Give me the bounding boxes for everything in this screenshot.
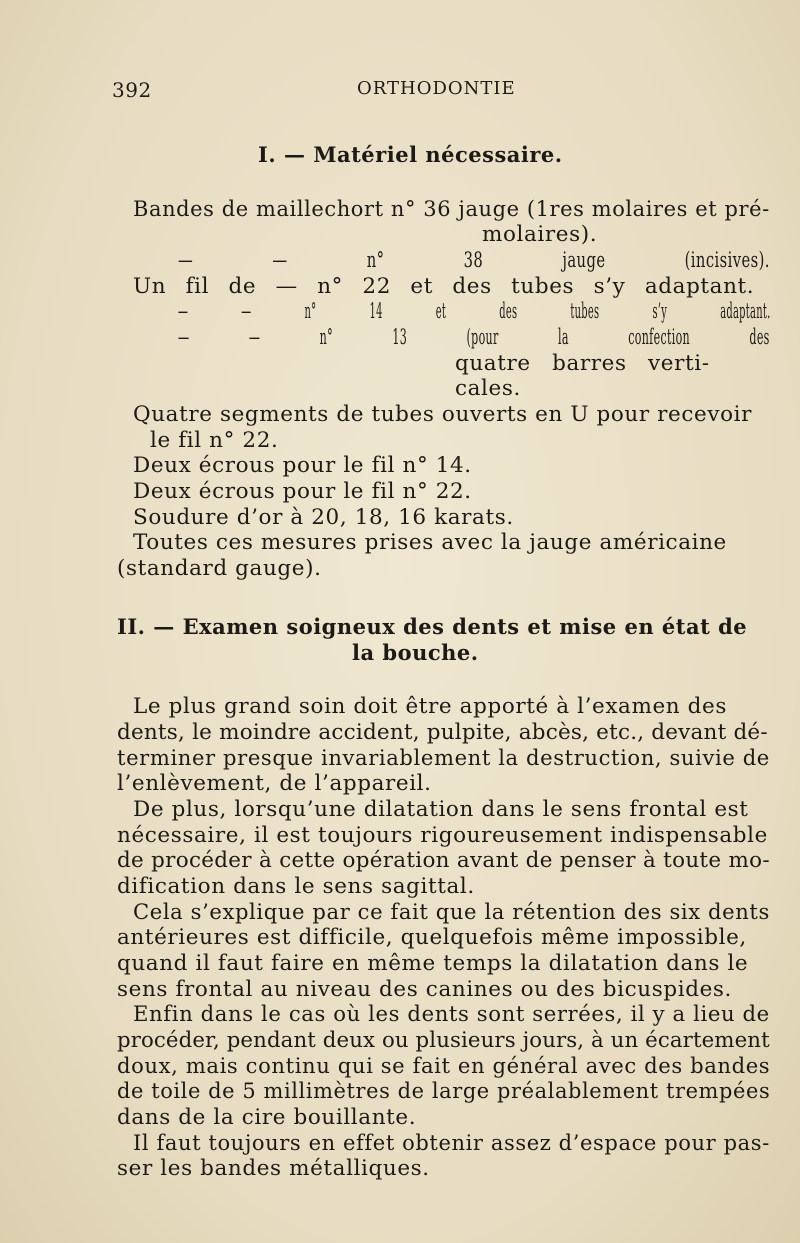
text-line: antérieures est difficile, quelquefois même impossible, — [117, 925, 747, 950]
text-line: ser les bandes métalliques. — [117, 1156, 430, 1181]
text-line: terminer presque invariablement la destruction, suivie de — [117, 746, 770, 771]
text-line: l’enlèvement, de l’appareil. — [117, 771, 432, 796]
text-line: dans de la cire bouillante. — [117, 1105, 417, 1130]
text-line: — — n° 38 jauge (incisives). — [178, 248, 770, 273]
text-line: (standard gauge). — [117, 556, 322, 581]
text-line: De plus, lorsqu’une dilatation dans le sens frontal est — [133, 797, 749, 822]
text-line: procéder, pendant deux ou plusieurs jours, à un écartement — [117, 1028, 770, 1053]
text-line: sens frontal au niveau des canines ou des bicuspides. — [117, 977, 732, 1002]
page-number: 392 — [112, 78, 152, 102]
text-line: de toile de 5 millimètres de large préalablement trempées — [117, 1079, 771, 1104]
text-line: Cela s’explique par ce fait que la rétention des six dents — [133, 900, 770, 925]
text-line: dents, le moindre accident, pulpite, abcès, etc., devant dé- — [117, 720, 768, 745]
text-line: de procéder à cette opération avant de penser à toute mo- — [117, 848, 770, 873]
text-line: quand il faut faire en même temps la dilatation dans le — [117, 951, 749, 976]
text-line: Soudure d’or à 20, 18, 16 karats. — [133, 505, 514, 530]
text-line: nécessaire, il est toujours rigoureusement indispensable — [117, 823, 768, 848]
section-2-heading-continued: la bouche. — [352, 640, 479, 665]
text-line: Deux écrous pour le fil n° 14. — [133, 453, 472, 478]
text-line: le fil n° 22. — [150, 428, 279, 453]
section-1-heading: I. — Matériel nécessaire. — [258, 142, 563, 167]
text-line: Quatre segments de tubes ouverts en U pour recevoir — [133, 402, 752, 427]
text-line: Un fil de — n° 22 et des tubes s’y adaptant. — [133, 274, 755, 299]
section-2-heading: II. — Examen soigneux des dents et mise en état de — [117, 614, 748, 639]
text-line: doux, mais continu qui se fait en général avec des bandes — [117, 1054, 771, 1079]
running-title: ORTHODONTIE — [357, 78, 516, 99]
text-line: Il faut toujours en effet obtenir assez d’espace pour pas- — [133, 1131, 770, 1156]
text-line: Enfin dans le cas où les dents sont serrées, il y a lieu de — [133, 1002, 770, 1027]
text-line: — — n° 14 et des tubes s’y adaptant. — [178, 299, 771, 324]
text-line: Deux écrous pour le fil n° 22. — [133, 479, 472, 504]
text-line: cales. — [455, 376, 521, 401]
text-line: — — n° 13 (pour la confection des — [178, 325, 770, 350]
text-line: molaires). — [482, 222, 598, 247]
text-line: dification dans le sens sagittal. — [117, 874, 475, 899]
text-line: quatre barres verti- — [455, 351, 710, 376]
page-header — [0, 78, 800, 104]
text-line: Toutes ces mesures prises avec la jauge américaine — [133, 530, 727, 555]
text-line: Le plus grand soin doit être apporté à l’examen des — [133, 694, 727, 719]
text-line: Bandes de maillechort n° 36 jauge (1res molaires et pré- — [133, 197, 770, 222]
